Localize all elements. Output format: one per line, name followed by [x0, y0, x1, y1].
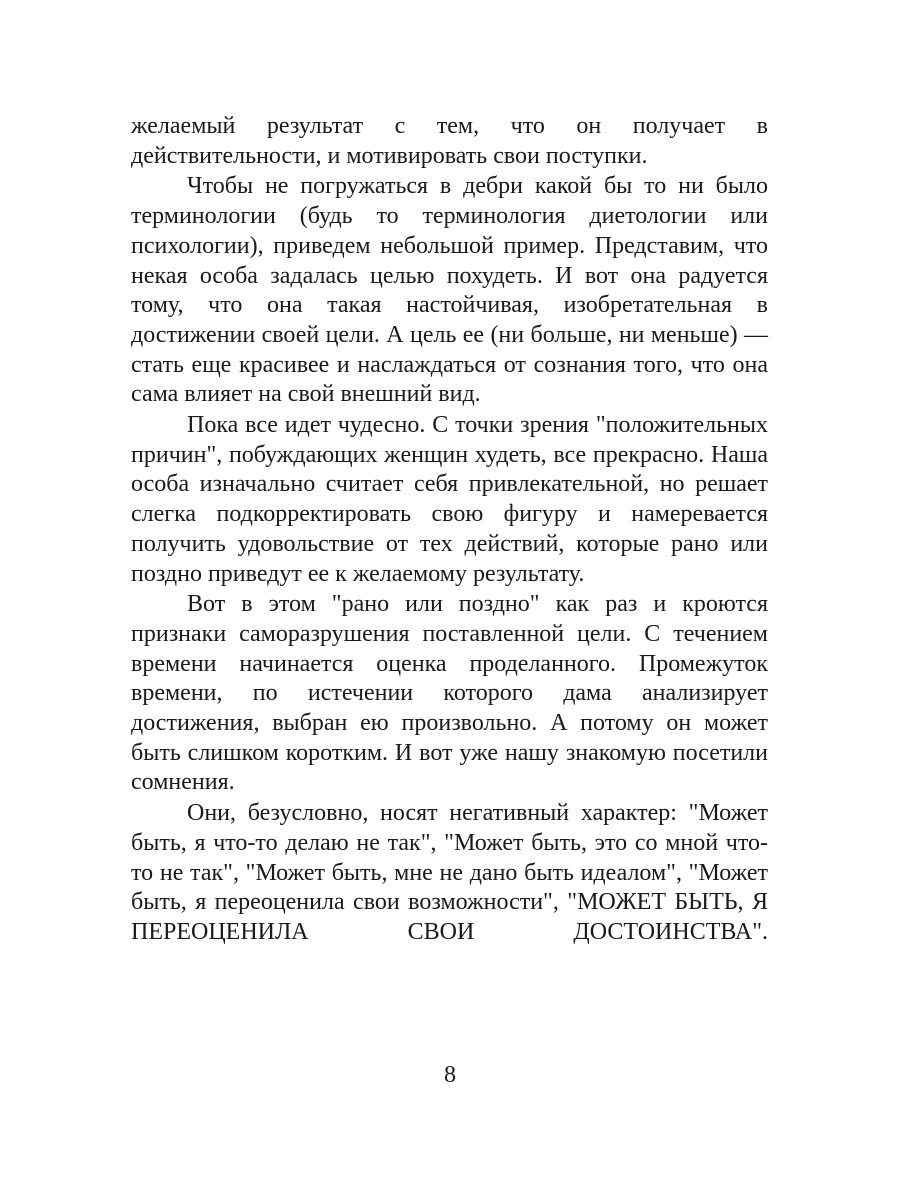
paragraph: Чтобы не погружаться в дебри какой бы то ни было терминологии (будь то терминология диетологии или психологии), приведем небольшой пример. Представим, что некая особа задалась целью похудеть. И вот она радуется тому, что она такая настойчивая, изобретательная в достижении своей цели. А цель ее (ни больше, ни меньше) — стать еще красивее и наслаждаться от сознания того, что она сама влияет на свой внешний вид.	[131, 173, 768, 408]
paragraph: Пока все идет чудесно. С точки зрения "положительных причин", побуждающих женщин худеть, все прекрасно. Наша особа изначально считает себя привлекательной, но решает слегка подкорректировать свою фигуру и намеревается получить удовольствие от тех действий, которые рано или поздно приведут ее к желаемому результату.	[131, 412, 768, 587]
paragraph: Вот в этом "рано или поздно" как раз и кроются признаки саморазрушения поставленной цели. С течением времени начинается оценка проделанного. Промежуток времени, по истечении которого дама анализирует достижения, выбран ею произвольно. А потому он может быть слишком коротким. И вот уже нашу знакомую посетили сомнения.	[131, 591, 768, 796]
paragraph: Они, безусловно, носят негативный характер: "Может быть, я что-то делаю не так", "Может быть, это со мной что-то не так", "Может быть, мне не дано быть идеалом", "Может быть, я переоценила свои возможности", "МОЖЕТ БЫТЬ, Я ПЕРЕОЦЕНИЛА СВОИ ДОСТОИНСТВА".	[131, 800, 768, 945]
page-number: 8	[444, 1062, 456, 1088]
paragraph-continued: желаемый результат с тем, что он получает в действительности, и мотивировать свои поступки.	[131, 113, 768, 169]
body-text	[131, 112, 768, 949]
